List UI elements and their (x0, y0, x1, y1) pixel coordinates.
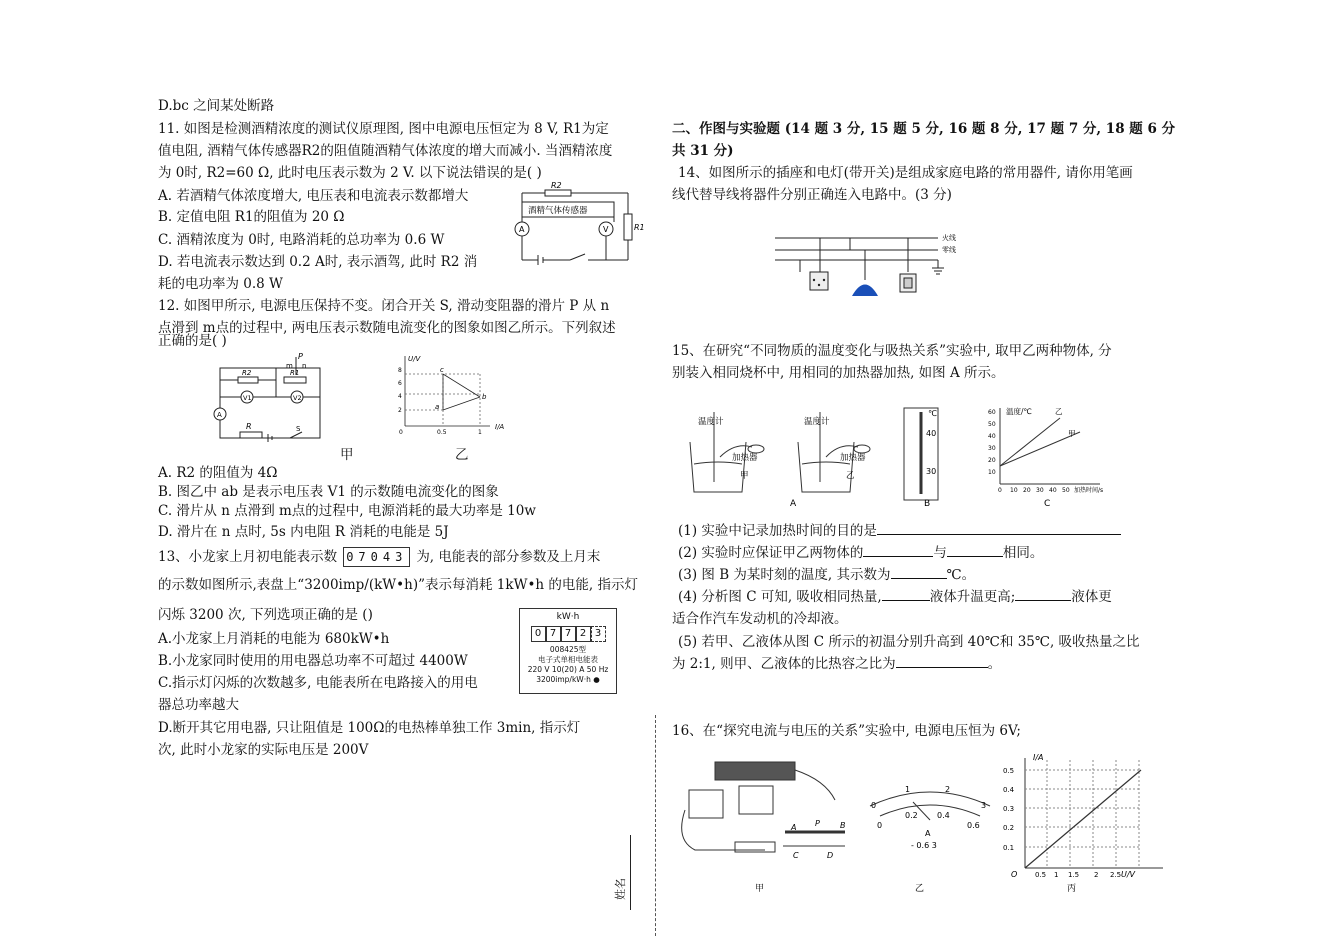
q15-part1 (678, 520, 1121, 542)
q15-part2-pre: (2) 实验时应保证甲乙两物体的 (678, 545, 864, 561)
q12-m-label: m (286, 362, 293, 370)
q13-meter-model: 008425型 (549, 645, 587, 654)
q16-stem: 16、在“探究电流与电压的关系”实验中, 电源电压恒为 6V; (672, 723, 1021, 739)
q15-part1-blank[interactable] (877, 520, 1121, 535)
q13-meter-digits (520, 626, 616, 642)
q16-graph-ytick: 0.2 (1003, 824, 1015, 832)
q12-stem-line1: 12. 如图甲所示, 电源电压保持不变。闭合开关 S, 滑动变阻器的滑片 P 从 n (158, 298, 610, 314)
q15-graph-ytick: 10 (988, 469, 996, 476)
q12-graph-ytick: 6 (398, 380, 402, 387)
q12-label-jia: 甲 (340, 447, 354, 463)
q15-therm-30: 30 (926, 467, 937, 476)
q11-option-d-line1: D. 若电流表示数达到 0.2 A时, 表示酒驾, 此时 R2 消 (158, 254, 478, 270)
q16-graph-origin: O (1011, 870, 1018, 879)
q15-graph-xlabel: 加热时间/s (1074, 487, 1104, 494)
q12-circuit-jia (210, 352, 325, 444)
q15-heater-label: 加热器 (732, 453, 758, 463)
q16-scale-top: 1 (905, 785, 911, 794)
q12-graph-ytick: 8 (398, 367, 402, 374)
q14-line1: 14、如图所示的插座和电灯(带开关)是组成家庭电路的常用器件, 请你用笔画 (678, 165, 1133, 181)
q16-graph-ytick: 0.4 (1003, 786, 1015, 794)
q16-scale-bottom: 0.4 (937, 811, 950, 820)
q15-part5-pre: 为 2:1, 则甲、乙液体的比热容之比为 (672, 656, 896, 672)
q15-line2: 别装入相同烧杯中, 用相同的加热器加热, 如图 A 所示。 (672, 365, 1005, 381)
q16-rheostat-b: B (840, 821, 846, 830)
name-label: 姓名 (614, 878, 627, 900)
q13-option-c-line1: C.指示灯闪烁的次数越多, 电能表所在电路接入的用电 (158, 675, 478, 691)
q16-graph-xtick: 1 (1054, 871, 1059, 879)
q12-label-yi: 乙 (455, 447, 469, 463)
q16-rheostat-d: D (827, 851, 834, 860)
q12-a-label: A (217, 411, 222, 419)
q15-part3-blank[interactable] (891, 564, 947, 579)
q16-graph-ytick: 0.3 (1003, 805, 1015, 813)
section-title-line2: 共 31 分) (672, 143, 734, 159)
q15-graph-ylabel: 温度/℃ (1006, 407, 1032, 416)
q15-graph-ytick: 30 (988, 445, 996, 452)
q15-part5-line1: (5) 若甲、乙液体从图 C 所示的初温分别升高到 40℃和 35℃, 吸收热量之比 (678, 634, 1140, 650)
meter-digit: 2 (576, 626, 591, 642)
q12-graph-xtick: 0 (399, 429, 403, 436)
q11-voltmeter-label: V (603, 225, 609, 234)
q15-fig-c-label: C (1044, 499, 1051, 509)
q13-meter-spec: 220 V 10(20) A 50 Hz (527, 665, 609, 674)
q16-experiment-figure (675, 750, 1155, 898)
q12-r1-label: R1 (290, 369, 300, 377)
q15-part3 (678, 564, 975, 586)
q13-option-a: A.小龙家上月消耗的电能为 680kW•h (158, 631, 390, 647)
q13-stem-post: 为, 电能表的部分参数及上月末 (416, 549, 601, 565)
q12-graph-xtick: 0.5 (437, 429, 447, 436)
meter-digit: 7 (561, 626, 576, 642)
q12-graph-ytick: 4 (398, 393, 402, 400)
q16-ammeter-terminals: - 0.6 3 (911, 841, 937, 850)
q11-ammeter-label: A (519, 225, 525, 234)
q15-therm-40: 40 (926, 429, 937, 438)
q12-graph-yi (385, 352, 515, 436)
q13-meter-unit: kW·h (556, 612, 580, 622)
q12-v2-label: V2 (293, 394, 302, 402)
q12-r2-label: R2 (242, 369, 252, 377)
q15-part2-post: 相同。 (1002, 545, 1044, 561)
q15-graph-ytick: 60 (988, 409, 996, 416)
q16-scale-top: 2 (945, 785, 951, 794)
q11-stem-line1: 11. 如图是检测酒精浓度的测试仪原理图, 图中电源电压恒定为 8 V, R1为定 (158, 121, 609, 137)
q16-graph-ytick: 0.1 (1003, 844, 1015, 852)
q15-part5-blank[interactable] (896, 653, 988, 668)
q14-neutral-wire-label: 零线 (942, 246, 956, 254)
q11-circuit-diagram (510, 181, 645, 267)
q10-option-d: D.bc 之间某处断路 (158, 98, 275, 114)
q15-fig-a-label: A (790, 499, 797, 509)
q16-graph-xlabel: U/V (1121, 870, 1136, 879)
q13-stem-line1 (158, 546, 600, 568)
q11-stem-line3: 为 0时, R2=60 Ω, 此时电压表示数为 2 V. 以下说法错误的是( ) (158, 165, 542, 181)
q15-part4-post: 液体更 (1071, 589, 1112, 605)
q15-graph-ytick: 50 (988, 421, 996, 428)
q11-option-a: A. 若酒精气体浓度增大, 电压表和电流表示数都增大 (158, 188, 469, 204)
q15-thermometer-label-2: 温度计 (804, 417, 830, 427)
q12-p-label: P (298, 352, 303, 361)
q13-stem-line3: 闪烁 3200 次, 下列选项正确的是 () (158, 607, 373, 623)
section-title-line1: 二、作图与实验题 (14 题 3 分, 15 题 5 分, 16 题 8 分, 17 题 7 分, 18 题 6 分 (672, 121, 1176, 137)
q15-graph-yi-label: 乙 (1055, 407, 1063, 416)
q15-part2-mid: 与 (933, 545, 947, 561)
q16-scale-top: 3 (981, 801, 987, 810)
q15-graph-xtick: 0 (998, 487, 1002, 494)
q12-graph-xtick: 1 (478, 429, 482, 436)
q15-graph-jia-label: 甲 (1068, 429, 1076, 438)
q11-r1-label: R1 (634, 223, 645, 232)
q15-heater-label-2: 加热器 (840, 453, 866, 463)
q16-graph-xtick: 2.5 (1110, 871, 1122, 879)
q15-jia-label: 甲 (740, 471, 749, 481)
q15-part4-blank1[interactable] (882, 586, 930, 601)
q16-scale-top: 0 (871, 801, 877, 810)
q12-graph-ytick: 2 (398, 407, 402, 414)
q15-part2-blank1[interactable] (863, 542, 933, 557)
q12-option-d: D. 滑片在 n 点时, 5s 内电阻 R 消耗的电能是 5J (158, 524, 449, 540)
q15-part4-line2: 适合作汽车发动机的冷却液。 (672, 611, 848, 627)
q15-part3-pre: (3) 图 B 为某时刻的温度, 其示数为 (678, 567, 891, 583)
q13-energy-meter (519, 608, 617, 694)
q13-option-c-line2: 器总功率越大 (158, 697, 239, 713)
q15-graph-xtick: 50 (1062, 487, 1070, 494)
q13-initial-meter-digits: 07043 (343, 547, 410, 567)
q16-rheostat-a: A (791, 823, 797, 832)
q15-part1-text: (1) 实验中记录加热时间的目的是 (678, 523, 877, 539)
q15-part3-post: ℃。 (946, 567, 976, 583)
q14-household-circuit (770, 228, 970, 303)
q15-part4-mid: 液体升温更高; (929, 589, 1016, 605)
q15-part5-line2 (672, 653, 1001, 675)
q14-line2: 线代替导线将器件分别正确连入电路中。(3 分) (672, 187, 952, 203)
q16-graph-ylabel: I/A (1033, 753, 1044, 762)
q15-graph-xtick: 40 (1049, 487, 1057, 494)
q13-option-d-line1: D.断开其它用电器, 只让阻值是 100Ω的电热棒单独工作 3min, 指示灯 (158, 720, 581, 736)
q12-v1-label: V1 (243, 394, 252, 402)
q16-rheostat-p: P (815, 819, 820, 828)
q16-fig-yi-label: 乙 (915, 884, 925, 894)
q12-graph-point-a: a (435, 403, 440, 411)
q16-graph-xtick: 1.5 (1068, 871, 1080, 879)
q12-stem-line3: 正确的是( ) (158, 333, 227, 349)
q11-stem-line2: 值电阻, 酒精气体传感器R2的阻值随酒精气体浓度的增大而减小. 当酒精浓度 (158, 143, 613, 159)
q12-option-b: B. 图乙中 ab 是表示电压表 V1 的示数随电流变化的图象 (158, 484, 499, 500)
q13-meter-imp (520, 675, 616, 685)
q15-part5-post: 。 (987, 656, 1002, 672)
q15-part4 (678, 586, 1112, 608)
q11-option-d-line2: 耗的电功率为 0.8 W (158, 276, 283, 292)
indicator-light-icon: ● (593, 675, 600, 684)
q12-n-label: n (302, 362, 307, 370)
q15-experiment-figure (680, 402, 1140, 514)
q13-stem-line2: 的示数如图所示,表盘上“3200imp/(kW•h)”表示每消耗 1kW•h 的电能, 指示灯 (158, 577, 638, 593)
q16-graph-xtick: 0.5 (1035, 871, 1047, 879)
binding-dashed-line (655, 715, 656, 936)
q15-graph-ytick: 20 (988, 457, 996, 464)
q12-s-label: S (296, 425, 301, 433)
q13-meter-imp-text: 3200imp/kW·h (536, 675, 591, 684)
q15-graph-ytick: 40 (988, 433, 996, 440)
q14-live-wire-label: 火线 (942, 234, 956, 242)
q12-option-a: A. R2 的阻值为 4Ω (158, 465, 278, 481)
q11-sensor-label: 酒精气体传感器 (528, 206, 588, 216)
meter-digit: 7 (546, 626, 561, 642)
q12-stem-line2: 点滑到 m点的过程中, 两电压表示数随电流变化的图象如图乙所示。下列叙述 (158, 320, 616, 336)
q16-fig-bing-label: 丙 (1067, 884, 1077, 894)
q11-r2-label: R2 (551, 181, 562, 190)
q15-graph-xtick: 20 (1023, 487, 1031, 494)
q12-graph-xlabel: I/A (495, 423, 505, 431)
q15-thermometer-label: 温度计 (698, 417, 724, 427)
q16-rheostat-c: C (793, 851, 799, 860)
q16-fig-jia-label: 甲 (755, 884, 765, 894)
q12-r-label: R (246, 422, 252, 431)
q15-yi-label: 乙 (846, 471, 855, 481)
q15-fig-b-label: B (924, 499, 931, 509)
q12-graph-point-c: c (440, 366, 444, 374)
q16-ammeter-a: A (925, 829, 931, 838)
q12-graph-ylabel: U/V (408, 355, 421, 363)
q15-graph-xtick: 30 (1036, 487, 1044, 494)
name-line (630, 835, 631, 910)
q16-graph-ytick: 0.5 (1003, 767, 1015, 775)
q11-option-b: B. 定值电阻 R1的阻值为 20 Ω (158, 209, 345, 225)
q12-option-c: C. 滑片从 n 点滑到 m点的过程中, 电源消耗的最大功率是 10w (158, 503, 536, 519)
meter-digit: 0 (531, 626, 546, 642)
q15-part2 (678, 542, 1043, 564)
q16-graph-xtick: 2 (1094, 871, 1099, 879)
q13-option-d-line2: 次, 此时小龙家的实际电压是 200V (158, 742, 369, 758)
q15-graph-xtick: 10 (1010, 487, 1018, 494)
q15-part4-pre: (4) 分析图 C 可知, 吸收相同热量, (678, 589, 882, 605)
q16-scale-bottom: 0 (877, 821, 883, 830)
meter-digit: 3 (591, 626, 606, 642)
q16-scale-bottom: 0.6 (967, 821, 980, 830)
q15-part4-blank2[interactable] (1015, 586, 1071, 601)
q12-graph-point-b: b (482, 393, 487, 401)
q13-meter-type: 电子式单相电能表 (538, 655, 598, 664)
q15-part2-blank2[interactable] (947, 542, 1003, 557)
q13-option-b: B.小龙家同时使用的用电器总功率不可超过 4400W (158, 653, 468, 669)
q16-scale-bottom: 0.2 (905, 811, 918, 820)
q15-deg-label: ℃ (928, 409, 937, 418)
q15-line1: 15、在研究“不同物质的温度变化与吸热关系”实验中, 取甲乙两种物体, 分 (672, 343, 1112, 359)
q13-stem-pre: 13、小龙家上月初电能表示数 (158, 549, 338, 565)
q11-option-c: C. 酒精浓度为 0时, 电路消耗的总功率为 0.6 W (158, 232, 445, 248)
